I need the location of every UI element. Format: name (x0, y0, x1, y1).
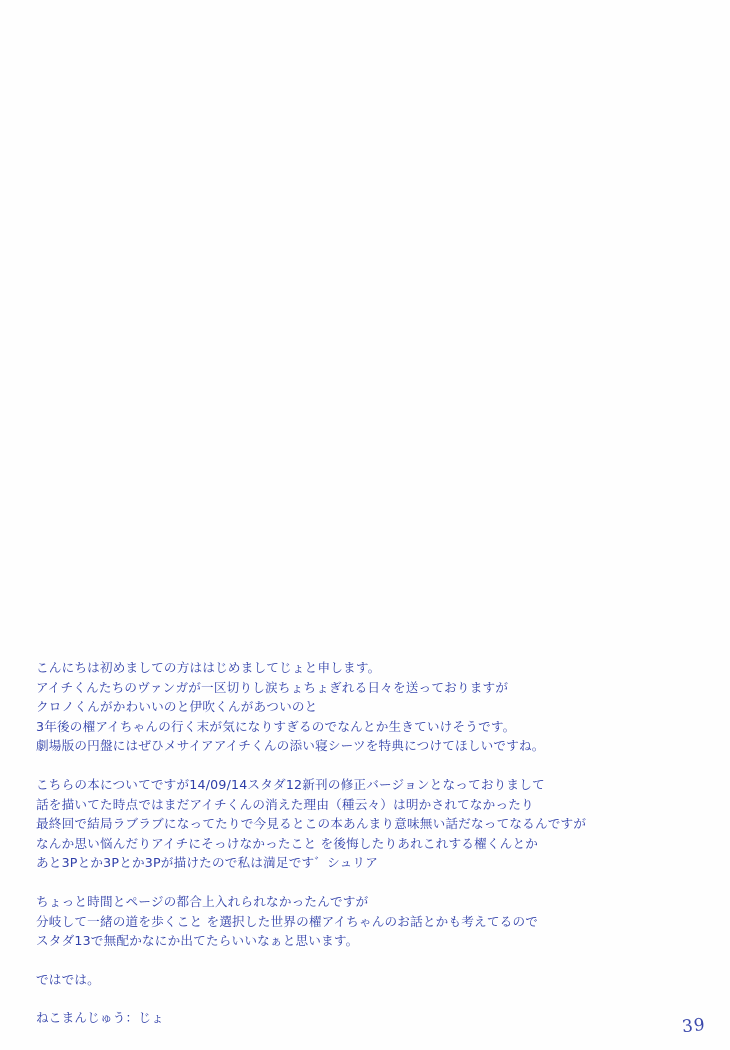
afterword-line: クロノくんがかわいいのと伊吹くんがあついのと (36, 699, 318, 715)
afterword-line: ではでは。 (36, 971, 100, 987)
afterword-line: 3年後の櫂アイちゃんの行く末が気になりすぎるのでなんとか生きていけそうです。 (36, 718, 516, 734)
page-number: 39 (681, 1014, 707, 1038)
afterword-line: こちらの本についてですが14/09/14スタダ12新刊の修正バージョンとなっておりまして (36, 776, 545, 792)
afterword-paragraph (36, 658, 696, 756)
afterword-line: 最終回で結局ラブラブになってたりで今見るとこの本あんまり意味無い話だなってなるんですが (36, 816, 587, 832)
afterword-line: スタダ13で無配かなにか出てたらいいなぁと思います。 (36, 933, 359, 949)
afterword-line: 分岐して一緒の道を歩くこと を選択した世界の櫂アイちゃんのお話とかも考えてるので (36, 913, 539, 929)
afterword-line: あと3Pとか3Pとか3Pが描けたので私は満足です゛シュリア (36, 855, 379, 871)
afterword-paragraph (36, 775, 696, 873)
afterword-line: こんにちは初めましての方ははじめましてじょと申します。 (36, 660, 381, 675)
afterword-line: アイチくんたちのヴァンガが一区切りし涙ちょちょぎれる日々を送っておりますが (36, 679, 509, 695)
afterword-paragraph (36, 892, 696, 951)
afterword-line: 劇場版の円盤にはぜひメサイアアイチくんの添い寝シーツを特典につけてほしいですね。 (36, 738, 545, 754)
afterword-line: 話を描いてた時点ではまだアイチくんの消えた理由（種云々）は明かされてなかったり (36, 796, 534, 812)
afterword-text-block (36, 658, 696, 1028)
afterword-line: なんか思い悩んだりアイチにそっけなかったこと を後悔したりあれこれする櫂くんとか (36, 835, 539, 851)
afterword-paragraph (36, 970, 696, 990)
author-signature: ねこまんじゅう：じょ (36, 1010, 164, 1026)
afterword-line: ちょっと時間とページの都合上入れられなかったんですが (36, 893, 369, 909)
